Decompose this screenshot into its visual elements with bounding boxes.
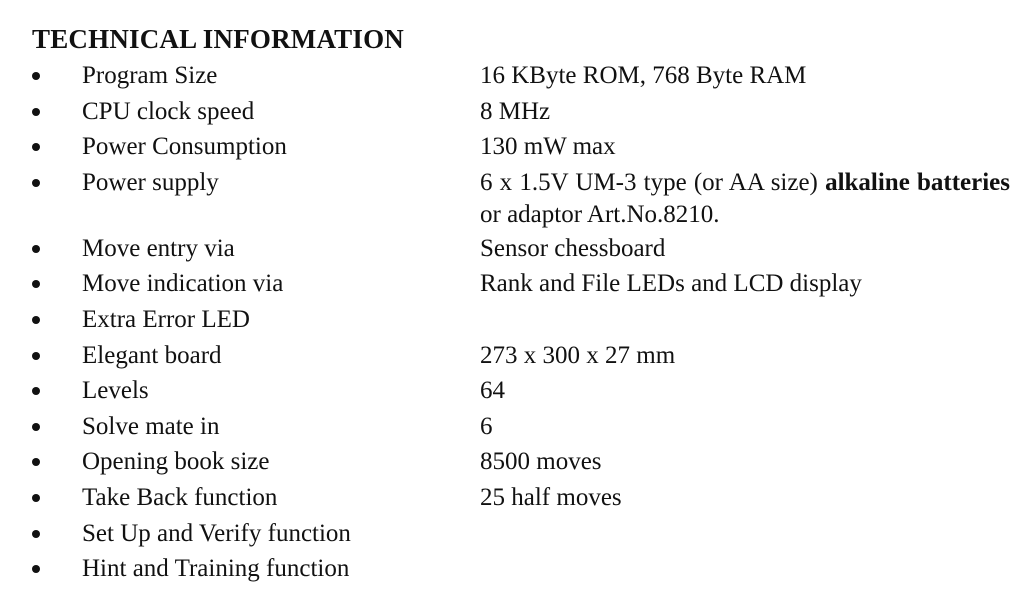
spec-value: 16 KByte ROM, 768 Byte RAM — [480, 62, 807, 89]
spec-value: 6 — [480, 412, 493, 440]
bullet-icon — [32, 72, 40, 80]
spec-label: Set Up and Verify function — [82, 519, 351, 547]
spec-item-program-size — [32, 58, 1012, 94]
spec-label: Elegant board — [82, 341, 222, 369]
spec-label: Power Consumption — [82, 133, 287, 161]
spec-value-power-supply — [480, 165, 1010, 231]
spec-value: Rank and File LEDs and LCD display — [480, 270, 862, 298]
spec-value: Sensor chessboard — [480, 234, 666, 262]
spec-label: Move indication via — [82, 270, 284, 298]
spec-value: 273 x 300 x 27 mm — [480, 341, 676, 369]
spec-label: Power supply — [82, 168, 219, 196]
spec-list — [32, 58, 1012, 587]
bullet-icon — [32, 108, 40, 116]
spec-item-levels — [32, 373, 1012, 409]
spec-item-opening-book-size — [32, 444, 1012, 480]
spec-label: Take Back function — [82, 483, 278, 511]
technical-information-section — [32, 22, 1012, 587]
bullet-icon — [32, 245, 40, 253]
spec-value-text: 6 x 1.5V UM-3 type (or AA size) — [480, 168, 818, 196]
spec-item-set-up-verify — [32, 516, 1012, 552]
spec-label: Solve mate in — [82, 412, 220, 440]
spec-item-power-supply — [32, 165, 1012, 231]
spec-item-extra-error-led — [32, 302, 1012, 338]
spec-label: Opening book size — [82, 448, 270, 476]
bullet-icon — [32, 387, 40, 395]
spec-label: Program Size — [82, 62, 218, 89]
spec-label: Move entry via — [82, 234, 235, 262]
bullet-icon — [32, 530, 40, 538]
spec-item-move-indication — [32, 266, 1012, 302]
spec-label: Hint and Training function — [82, 555, 350, 583]
spec-item-move-entry — [32, 231, 1012, 267]
spec-label: CPU clock speed — [82, 97, 255, 125]
bullet-icon — [32, 316, 40, 324]
bullet-icon — [32, 280, 40, 288]
spec-value: 64 — [480, 377, 505, 405]
section-heading: TECHNICAL INFORMATION — [32, 24, 404, 54]
spec-label: Levels — [82, 377, 149, 405]
bullet-icon — [32, 458, 40, 466]
spec-item-take-back — [32, 480, 1012, 516]
bullet-icon — [32, 179, 40, 187]
bullet-icon — [32, 143, 40, 151]
spec-item-elegant-board — [32, 338, 1012, 374]
spec-item-hint-training — [32, 551, 1012, 587]
bullet-icon — [32, 352, 40, 360]
bullet-icon — [32, 565, 40, 573]
spec-item-solve-mate — [32, 409, 1012, 445]
bullet-icon — [32, 423, 40, 431]
spec-value: 8500 moves — [480, 448, 602, 476]
spec-value: 130 mW max — [480, 133, 616, 161]
spec-value-text: or adaptor Art.No.8210. — [480, 200, 720, 228]
spec-value: 25 half moves — [480, 483, 622, 511]
spec-value: 8 MHz — [480, 97, 551, 125]
spec-label: Extra Error LED — [82, 305, 250, 333]
spec-item-cpu-clock-speed — [32, 94, 1012, 130]
spec-value-emphasis: alkaline batteries — [825, 168, 1010, 196]
bullet-icon — [32, 494, 40, 502]
spec-item-power-consumption — [32, 129, 1012, 165]
